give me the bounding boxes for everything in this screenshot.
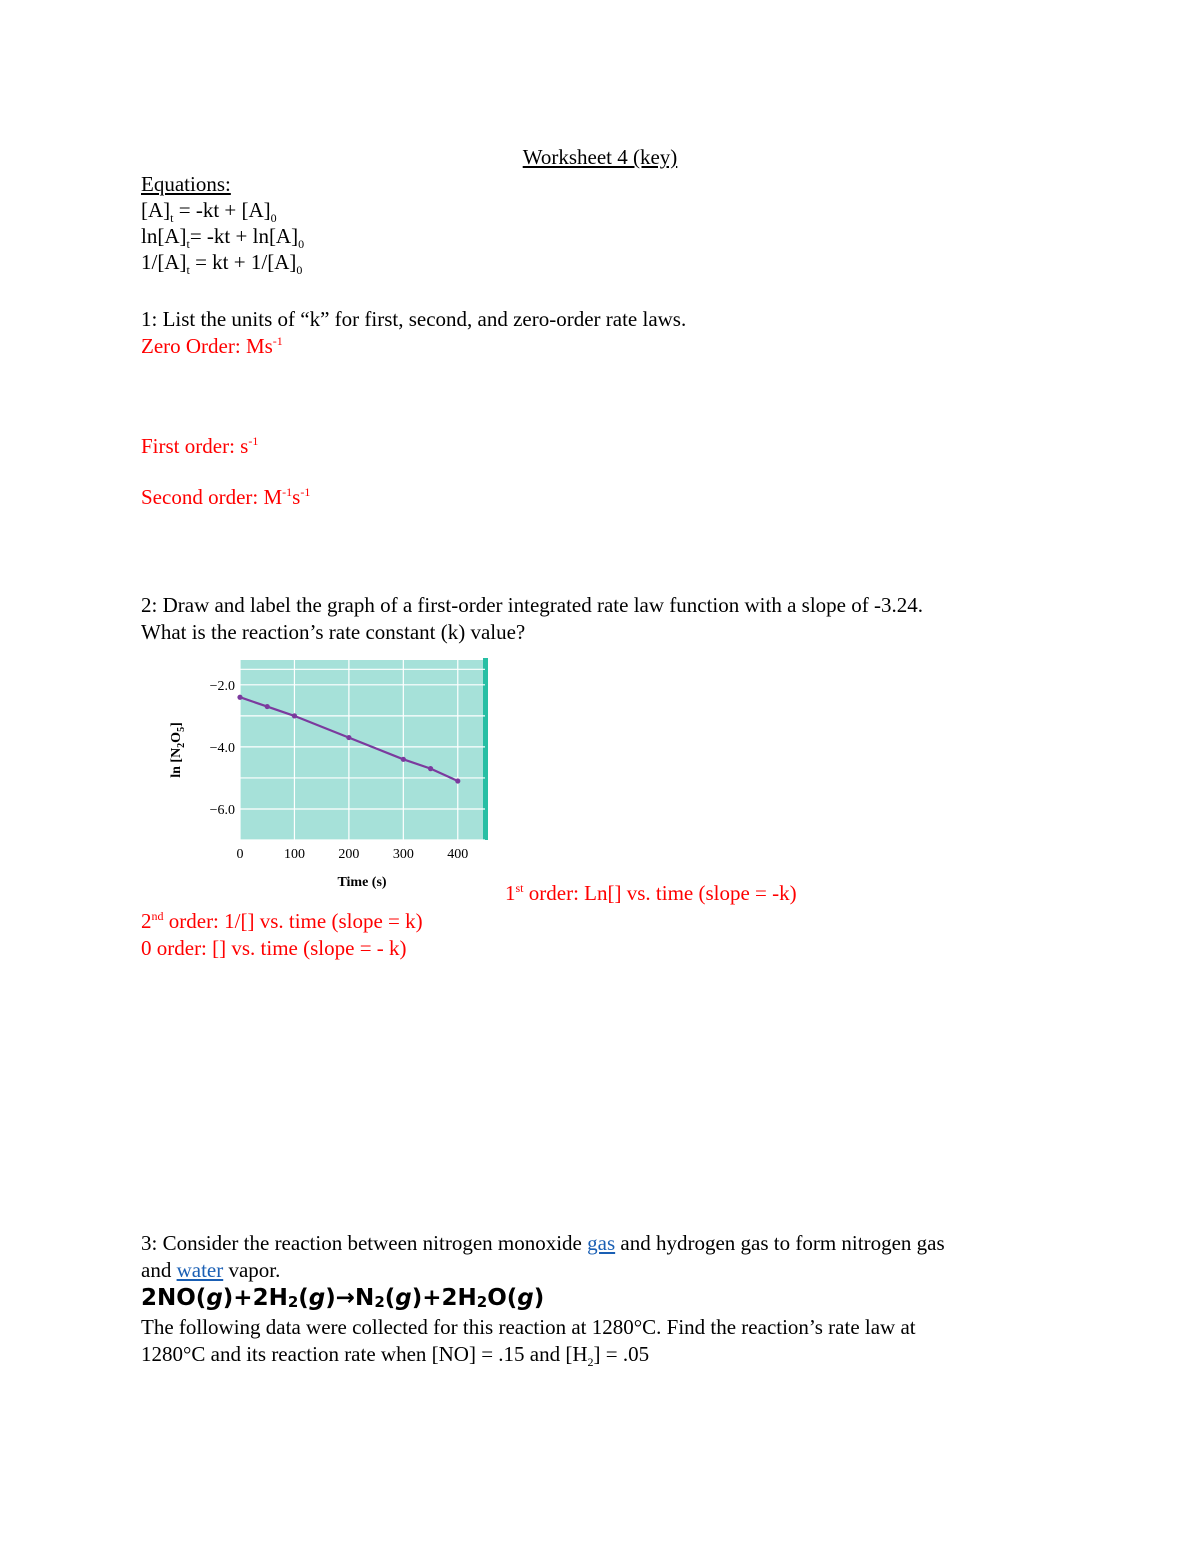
equations-heading: Equations: bbox=[141, 172, 231, 196]
question-1-prompt: 1: List the units of “k” for first, second, and zero-order rate laws. bbox=[141, 307, 687, 331]
y-tick-label: −6.0 bbox=[209, 802, 235, 818]
y-tick-label: −2.0 bbox=[209, 678, 235, 694]
answer-zero-order-units: Zero Order: $Ms^{-1}$ bbox=[141, 334, 283, 358]
data-point bbox=[455, 778, 460, 783]
x-tick-label: 0 bbox=[236, 847, 244, 862]
data-point bbox=[292, 713, 297, 718]
water-link[interactable]: water bbox=[176, 1258, 224, 1282]
question-2-prompt-line-2: What is the reaction’s rate constant (k) value? bbox=[141, 620, 526, 644]
answer-first-order-units: First order: $s^{-1}$ bbox=[141, 434, 259, 458]
chart-x-axis-label: Time (s) bbox=[337, 875, 387, 890]
page-title: Worksheet 4 (key) bbox=[522, 145, 678, 169]
reaction-equation: $2NO(g)+2H_2(g)\to N_2(g)+2H_2O(g)$ bbox=[141, 1285, 545, 1311]
data-point bbox=[428, 766, 433, 771]
equation-zero-order: $[A]_t = -kt + [A]_0$ bbox=[141, 198, 277, 226]
data-point bbox=[401, 757, 406, 762]
equation-first-order: $\ln[A]_t= -kt + \ln[A]_0$ bbox=[141, 224, 305, 252]
answer-second-order-graph: 2nd order: 1/[] vs. time (slope = k) bbox=[141, 909, 423, 933]
gas-link[interactable]: gas bbox=[587, 1231, 616, 1255]
x-tick-label: 300 bbox=[392, 847, 414, 862]
answer-zero-order-graph: 0 order: [] vs. time (slope = - k) bbox=[141, 936, 407, 960]
question-3-data-line-2: 1280°C and its reaction rate when [NO] = .15 and $[H_2] = .05$ bbox=[141, 1342, 650, 1370]
answer-first-order-graph: 1st order: Ln[] vs. time (slope = -k) bbox=[505, 881, 797, 905]
x-tick-label: 400 bbox=[447, 847, 469, 862]
first-order-rate-chart bbox=[160, 650, 500, 900]
chart-plot-background bbox=[240, 660, 485, 840]
data-point bbox=[237, 695, 242, 700]
chart-y-axis-label: $\ln [N_2O_5]$ bbox=[169, 722, 187, 778]
question-2-prompt-line-1: 2: Draw and label the graph of a first-order integrated rate law function with a slope of -3.24. bbox=[141, 593, 923, 617]
question-3-line-1: 3: Consider the reaction between nitrogen monoxide gas and hydrogen gas to form nitrogen gas bbox=[141, 1231, 945, 1255]
question-3-line-2: and water vapor. bbox=[141, 1258, 281, 1282]
data-point bbox=[265, 704, 270, 709]
x-tick-label: 100 bbox=[283, 847, 305, 862]
data-point bbox=[346, 735, 351, 740]
x-tick-label: 200 bbox=[338, 847, 360, 862]
answer-second-order-units: Second order: $M^{-1}s^{-1}$ bbox=[141, 485, 311, 509]
equation-second-order: $1/[A]_t$ = kt + $1/[A]_0$ bbox=[141, 250, 303, 278]
y-tick-label: −4.0 bbox=[209, 740, 235, 756]
question-3-data-line-1: The following data were collected for this reaction at 1280°C. Find the reaction’s rate law at bbox=[141, 1315, 916, 1339]
